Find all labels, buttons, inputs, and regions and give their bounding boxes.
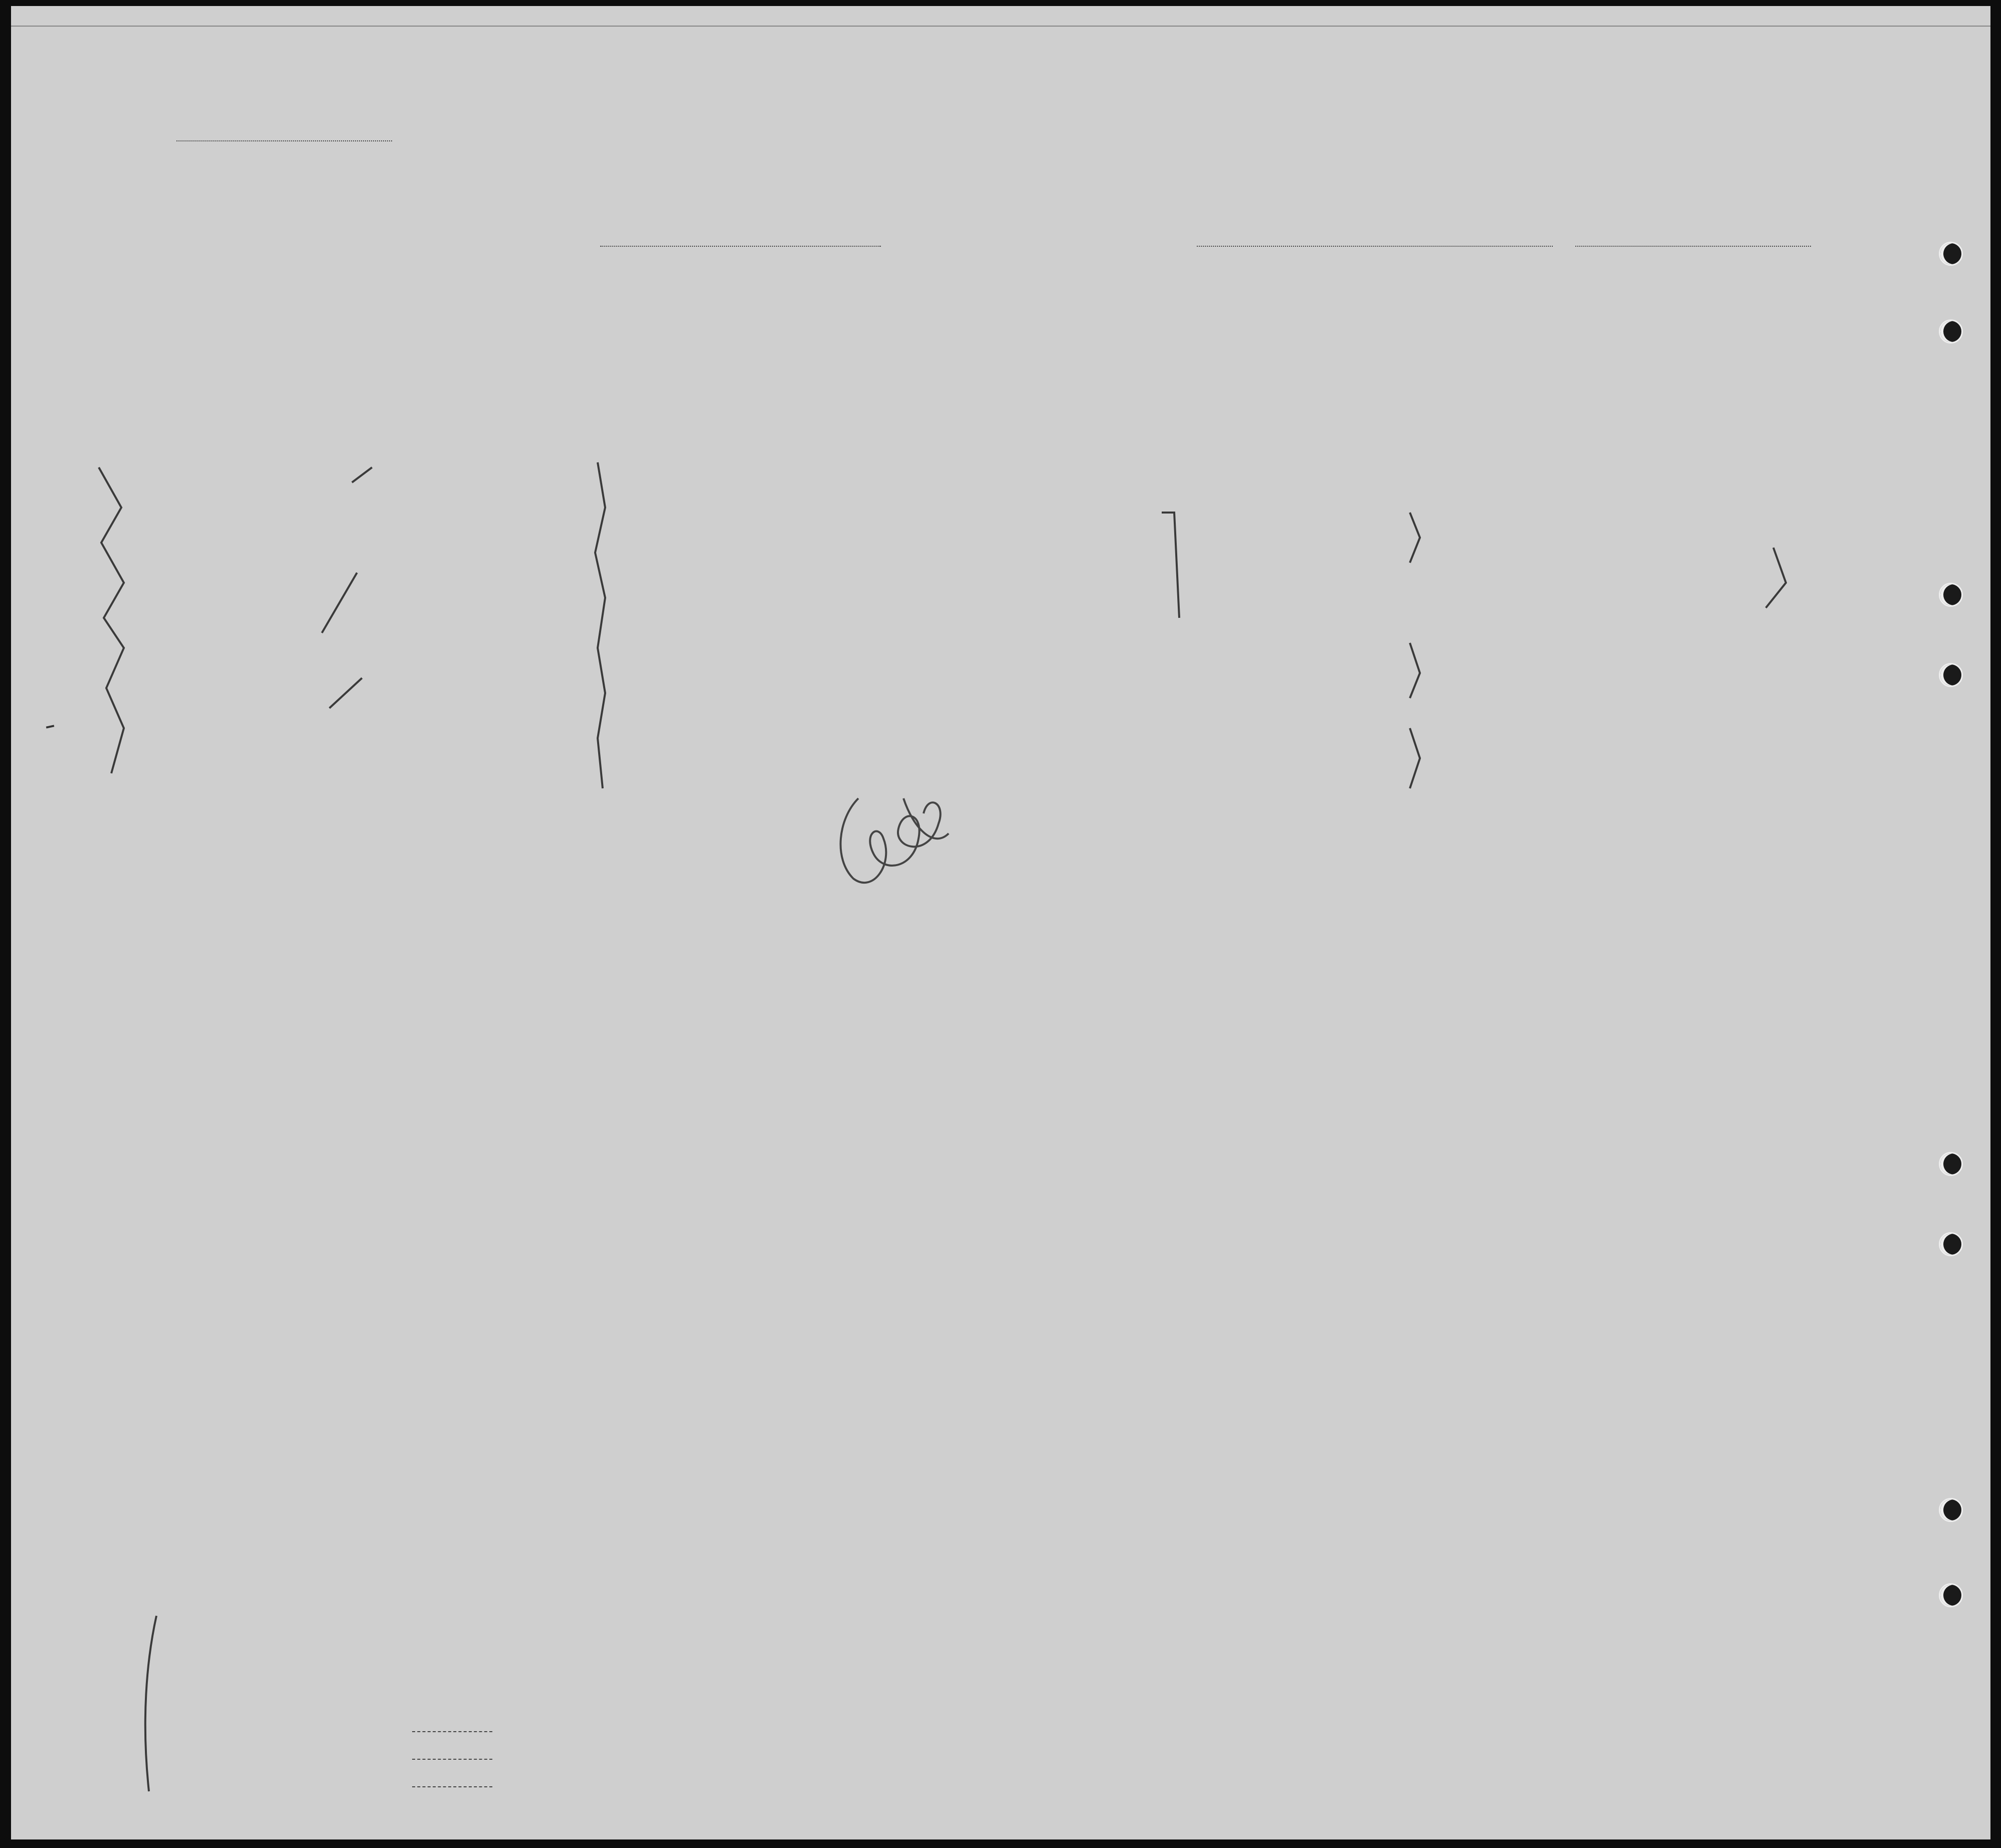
punch-hole-3	[1939, 583, 1963, 607]
punch-hole-2	[1939, 319, 1963, 344]
aliens-line	[412, 1786, 492, 1787]
us-citizens-line	[412, 1759, 492, 1760]
punch-hole-7	[1939, 1498, 1963, 1522]
punch-hole-4	[1939, 663, 1963, 687]
manifest-sheet	[11, 6, 1990, 1839]
punch-hole-5	[1939, 1152, 1963, 1176]
total-passengers-line	[412, 1731, 492, 1732]
hand-check-marks	[11, 6, 1990, 1839]
punch-hole-6	[1939, 1232, 1963, 1256]
punch-hole-1	[1939, 242, 1963, 266]
punch-hole-8	[1939, 1583, 1963, 1607]
